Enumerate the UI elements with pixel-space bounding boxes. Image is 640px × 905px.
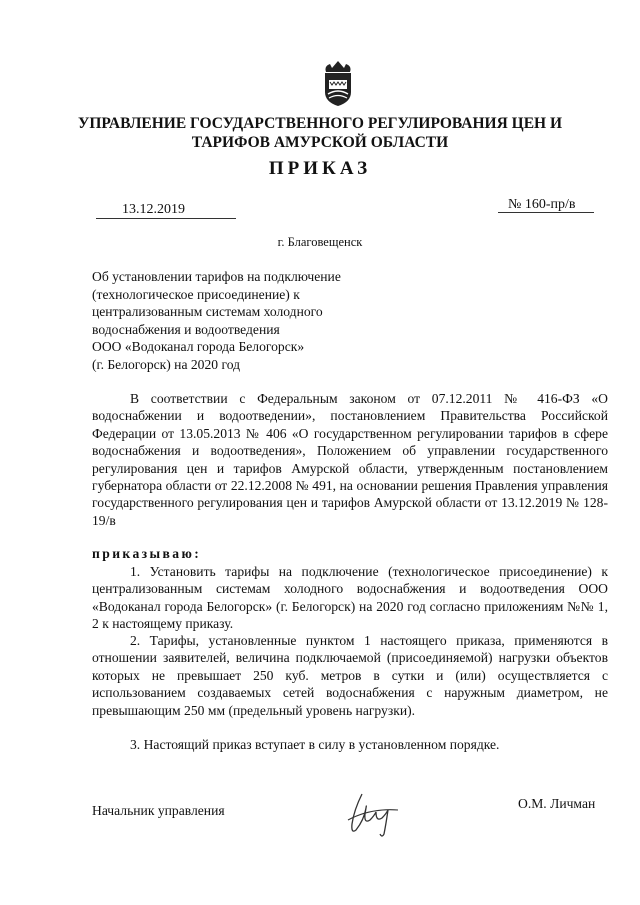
signer-name: О.М. Личман	[518, 796, 596, 811]
signature-icon	[340, 790, 410, 840]
order-item-3: 3. Настоящий приказ вступает в силу в установленном порядке.	[130, 737, 500, 752]
subject-line: (технологическое присоединение) к	[92, 286, 300, 302]
subject-line: водоснабжения и водоотведения	[92, 321, 280, 337]
subject-line: Об установлении тарифов на подключение	[92, 269, 341, 284]
document-date: 13.12.2019	[122, 202, 185, 217]
document-title: ПРИКАЗ	[268, 158, 372, 179]
order-word: приказываю:	[92, 546, 202, 561]
number-underline	[498, 212, 594, 213]
coat-of-arms-icon	[318, 58, 358, 108]
subject-line: ООО «Водоканал города Белогорск»	[92, 339, 305, 355]
order-item-1: 1. Установить тарифы на подключение (технологическое присоединение) к централизованным системам холодного водоснабжения и водоотведения ООО «Водоканал города Белогорск» (г. Белогорск) на 2020 год согласно приложениям №№ 1, 2 к настоящему приказу.	[92, 564, 608, 632]
preamble: В соответствии с Федеральным законом от 07.12.2011 № 416-ФЗ «О водоснабжении и водоотведении», постановлением Правительства Российской Федерации от 13.05.2013 № 406 «О государственном регулировании тарифов в сфере водоснабжения и водоотведения», Положением об управлении государственного регулирования цен и тарифов Амурской области, утвержденным постановлением губернатора области от 22.12.2008 № 491, на основании решения Правления управления государственного регулирования цен и тарифов Амурской области от 13.12.2019 № 128-19/в	[92, 391, 608, 528]
city: г. Благовещенск	[277, 235, 363, 249]
organization-line1: УПРАВЛЕНИЕ ГОСУДАРСТВЕННОГО РЕГУЛИРОВАНИЯ ЦЕН И	[77, 115, 563, 132]
signer-role: Начальник управления	[92, 803, 225, 818]
document-number: № 160-пр/в	[508, 197, 576, 212]
order-item-2: 2. Тарифы, установленные пунктом 1 настоящего приказа, применяются в отношении заявителей, величина подключаемой (присоединяемой) нагрузки объектов которых не превышает 250 куб. метров в сутки и (или) осуществляется с использованием создаваемых сетей водоснабжения с наружным диаметром, не превышающим 250 мм (предельный уровень нагрузки).	[92, 633, 608, 718]
date-underline	[96, 218, 236, 219]
organization-line2: ТАРИФОВ АМУРСКОЙ ОБЛАСТИ	[191, 134, 449, 151]
subject-line: централизованным системам холодного	[92, 304, 323, 320]
document-subject	[92, 268, 392, 374]
subject-line: (г. Белогорск) на 2020 год	[92, 356, 241, 372]
